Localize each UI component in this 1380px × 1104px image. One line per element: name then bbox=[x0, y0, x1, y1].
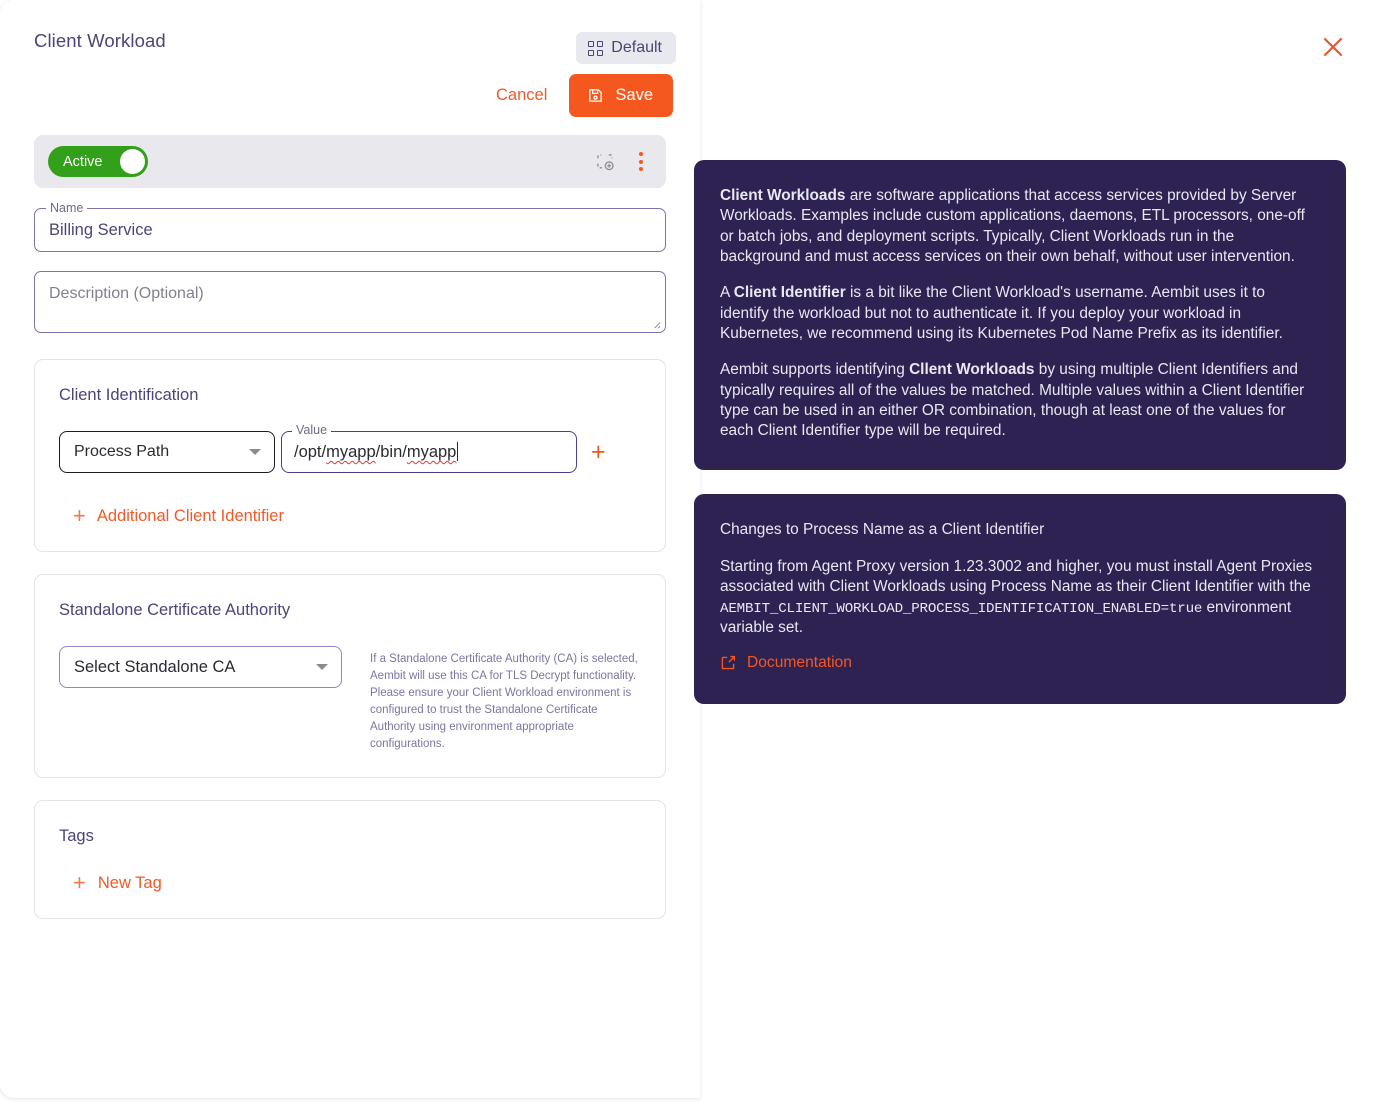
status-icons bbox=[595, 148, 649, 174]
documentation-link-label: Documentation bbox=[747, 653, 852, 671]
info-paragraph-2: A Client Identifier is a bit like the Client Workload's username. Aembit uses it to identify the workload but not to authenticate it. If you deploy your workload in Kubernetes, we recommend using its Kubernetes Pod Name Prefix as its identifier. bbox=[720, 284, 1283, 342]
default-badge-label: Default bbox=[611, 39, 662, 56]
text-cursor bbox=[457, 442, 458, 461]
add-to-group-icon[interactable] bbox=[595, 152, 615, 172]
tags-title: Tags bbox=[59, 827, 94, 846]
close-icon[interactable] bbox=[1320, 34, 1346, 60]
standalone-ca-help-text: If a Standalone Certificate Authority (CA) is selected, Aembit will use this CA for TLS Decrypt functionality. Please ensure your Client Workload environment is configured to trust the Standalone Certificate Authority using environment appropriate configurations. bbox=[370, 653, 638, 751]
save-button[interactable] bbox=[569, 74, 673, 117]
info-paragraph-1: Client Workloads are software applications that access services provided by Server Workloads. Examples include custom applications, daemons, ETL processors, one-off or batch jobs, and deployment scripts. Typically, Client Workloads run in the background and must access services on their own behalf, without user intervention. bbox=[720, 187, 1305, 265]
save-button-label: Save bbox=[615, 86, 653, 104]
resize-grip-icon[interactable] bbox=[650, 318, 661, 329]
documentation-link[interactable] bbox=[720, 654, 852, 672]
name-field-value: Billing Service bbox=[49, 220, 153, 239]
plus-icon: + bbox=[73, 503, 86, 528]
client-workload-info-card bbox=[694, 160, 1346, 470]
chevron-down-icon bbox=[316, 664, 328, 670]
grid-icon bbox=[588, 41, 603, 56]
client-identification-title: Client Identification bbox=[59, 386, 199, 404]
new-tag-button[interactable] bbox=[59, 872, 641, 894]
client-identifier-type-select[interactable] bbox=[59, 431, 275, 473]
info-column bbox=[694, 160, 1346, 728]
client-identification-section bbox=[34, 359, 666, 552]
client-identifier-value-field[interactable] bbox=[281, 423, 577, 473]
add-identifier-value-icon[interactable]: + bbox=[591, 437, 606, 466]
process-name-info-title: Changes to Process Name as a Client Identifier bbox=[720, 520, 1045, 538]
standalone-ca-select[interactable] bbox=[59, 646, 342, 688]
page-title: Client Workload bbox=[34, 30, 166, 51]
active-toggle-label: Active bbox=[63, 153, 103, 170]
panel-body bbox=[0, 117, 700, 919]
new-tag-label: New Tag bbox=[97, 873, 162, 892]
more-options-icon[interactable] bbox=[633, 148, 649, 174]
additional-client-identifier-button[interactable] bbox=[59, 505, 641, 527]
name-field-label: Name bbox=[46, 201, 87, 215]
value-field-label: Value bbox=[292, 423, 331, 437]
env-var-code: AEMBIT_CLIENT_WORKLOAD_PROCESS_IDENTIFICATION_ENABLED=true bbox=[720, 600, 1203, 617]
description-placeholder: Description (Optional) bbox=[49, 285, 204, 302]
external-link-icon bbox=[720, 655, 736, 671]
toggle-knob bbox=[120, 149, 145, 174]
plus-icon: + bbox=[73, 870, 86, 896]
status-bar bbox=[34, 135, 666, 188]
additional-client-identifier-label: Additional Client Identifier bbox=[96, 506, 284, 525]
cancel-button[interactable]: Cancel bbox=[496, 86, 548, 104]
info-paragraph-3: Aembit supports identifying Cllent Workloads by using multiple Client Identifiers and typically requires all of the values be matched. Multiple values within a Client Identifier type can be used in an either OR combination, though at least one of the values for each Client Identifier type will be required. bbox=[720, 361, 1305, 440]
value-field-value: /opt/myapp/bin/myapp bbox=[294, 443, 457, 461]
standalone-ca-section bbox=[34, 574, 666, 778]
client-identifier-type-value: Process Path bbox=[74, 443, 170, 460]
active-toggle[interactable] bbox=[48, 146, 148, 177]
tags-section bbox=[34, 800, 666, 919]
standalone-ca-title: Standalone Certificate Authority bbox=[59, 601, 291, 619]
chevron-down-icon bbox=[249, 449, 261, 455]
name-field[interactable] bbox=[34, 201, 666, 252]
save-disk-icon bbox=[587, 87, 604, 104]
process-name-info-body: Starting from Agent Proxy version 1.23.3002 and higher, you must install Agent Proxies associated with Client Workloads using Process Name as their Client Identifier with the AEMBIT_CLIENT_WORKLOAD_PROCESS_IDENTIFICATION_ENABLED=true environment variable set. bbox=[720, 557, 1313, 637]
client-identifier-row bbox=[59, 423, 641, 473]
standalone-ca-row bbox=[59, 646, 641, 753]
process-name-change-info-card bbox=[694, 494, 1346, 704]
panel-header bbox=[0, 0, 700, 56]
standalone-ca-select-value: Select Standalone CA bbox=[74, 657, 236, 676]
description-field[interactable] bbox=[34, 271, 666, 333]
default-badge[interactable] bbox=[576, 32, 676, 64]
